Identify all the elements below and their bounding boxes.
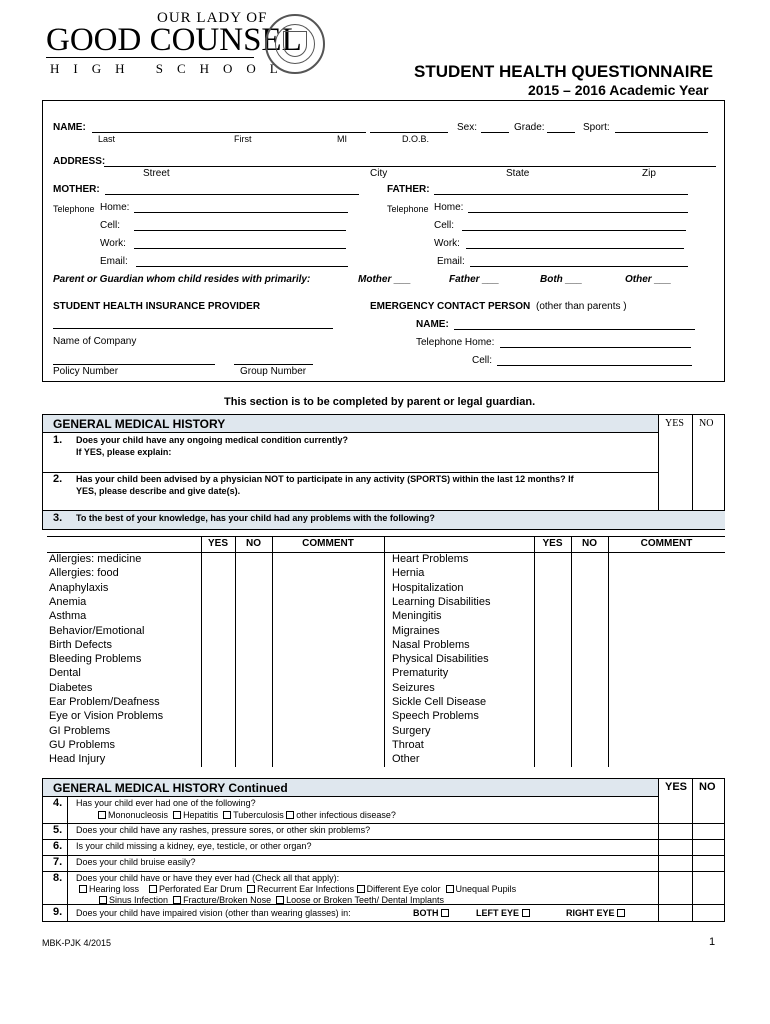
father-telephone-label: Telephone <box>387 204 429 214</box>
condition-answer-cell[interactable] <box>201 566 235 580</box>
gmh-yes-header: YES <box>665 418 684 429</box>
q9-text: Does your child have impaired vision (other than wearing glasses) in: <box>76 908 351 918</box>
dob-field[interactable] <box>370 132 448 133</box>
pupils-checkbox[interactable] <box>446 885 454 893</box>
q8-options-b <box>99 895 444 905</box>
q9-num: 9. <box>53 906 63 918</box>
condition-left-5: Behavior/Emotional <box>49 624 145 637</box>
condition-answer-cell[interactable] <box>534 566 571 580</box>
emergency-note: (other than parents ) <box>536 301 627 312</box>
infectious-checkbox[interactable] <box>286 811 294 819</box>
grid-column-line <box>571 536 572 767</box>
logo-line2: GOOD COUNSEL <box>46 22 302 58</box>
condition-answer-cell[interactable] <box>571 624 608 638</box>
ec-cell-label: Cell: <box>472 355 493 366</box>
condition-answer-cell[interactable] <box>571 609 608 623</box>
grid-comment-header-left: COMMENT <box>302 538 354 549</box>
nose-label: Fracture/Broken Nose <box>183 895 272 905</box>
father-cell-label: Cell: <box>434 220 455 231</box>
teeth-label: Loose or Broken Teeth/ Dental Implants <box>286 895 445 905</box>
grid-header-line <box>47 552 725 553</box>
page-subtitle: 2015 – 2016 Academic Year <box>528 82 709 98</box>
school-seal-icon <box>265 14 325 74</box>
page-title: STUDENT HEALTH QUESTIONNAIRE <box>414 62 714 81</box>
q2-text: Has your child been advised by a physician NOT to participate in any activity (SPORTS) within the last 12 months? If <box>76 474 574 484</box>
condition-answer-cell[interactable] <box>235 681 272 695</box>
q4-options <box>98 810 396 820</box>
last-label: Last <box>98 134 116 144</box>
condition-answer-cell[interactable] <box>534 624 571 638</box>
condition-answer-cell[interactable] <box>534 609 571 623</box>
condition-answer-cell[interactable] <box>571 652 608 666</box>
hearing-label: Hearing loss <box>89 884 140 894</box>
teeth-checkbox[interactable] <box>276 896 284 904</box>
condition-left-9: Diabetes <box>49 681 93 694</box>
father-email-field[interactable] <box>470 266 688 267</box>
student-info-box <box>42 100 725 382</box>
group-label: Group Number <box>240 366 307 377</box>
tb-checkbox[interactable] <box>223 811 231 819</box>
condition-answer-cell[interactable] <box>534 738 571 752</box>
condition-answer-cell[interactable] <box>608 624 725 638</box>
grid-column-line <box>608 536 609 767</box>
emergency-label: EMERGENCY CONTACT PERSON <box>370 301 531 312</box>
sex-label: Sex: <box>457 122 478 133</box>
q8-options-a <box>79 884 516 894</box>
condition-answer-cell[interactable] <box>235 666 272 680</box>
mother-work-label: Work: <box>100 238 126 249</box>
q9-both[interactable] <box>413 908 451 918</box>
q7-text: Does your child bruise easily? <box>76 857 196 867</box>
general-medical-history <box>42 414 725 530</box>
right-eye-label: RIGHT EYE <box>566 908 615 918</box>
sport-label: Sport: <box>583 122 610 133</box>
condition-answer-cell[interactable] <box>534 652 571 666</box>
father-email-label: Email: <box>437 256 465 267</box>
q4-num: 4. <box>53 797 63 809</box>
q8-num: 8. <box>53 872 63 884</box>
pupils-label: Unequal Pupils <box>455 884 517 894</box>
q9-left-eye[interactable] <box>476 908 532 918</box>
left-eye-label: LEFT EYE <box>476 908 520 918</box>
mother-email-field[interactable] <box>136 266 348 267</box>
father-cell-field[interactable] <box>462 230 686 231</box>
condition-answer-cell[interactable] <box>201 624 235 638</box>
condition-answer-cell[interactable] <box>534 709 571 723</box>
q8-text: Does your child have or have they ever had (Check all that apply): <box>76 873 340 883</box>
parent-note: This section is to be completed by parent or legal guardian. <box>224 396 536 408</box>
condition-right-4: Meningitis <box>392 610 442 623</box>
gmh2-no-header: NO <box>699 781 716 793</box>
condition-left-6: Birth Defects <box>49 638 112 651</box>
q9-right-eye[interactable] <box>566 908 627 918</box>
mother-label: MOTHER: <box>53 184 100 195</box>
q7-num: 7. <box>53 856 63 868</box>
q4-text: Has your child ever had one of the following? <box>76 798 256 808</box>
guardian-mother-option[interactable]: Mother ___ <box>358 274 411 285</box>
policy-field[interactable] <box>53 364 215 365</box>
condition-answer-cell[interactable] <box>201 724 235 738</box>
guardian-label: Parent or Guardian whom child resides with primarily: <box>53 274 311 285</box>
condition-right-9: Seizures <box>392 681 435 694</box>
father-work-label: Work: <box>434 238 460 249</box>
condition-right-3: Learning Disabilities <box>392 595 491 608</box>
condition-answer-cell[interactable] <box>571 695 608 709</box>
condition-answer-cell[interactable] <box>534 695 571 709</box>
left-eye-checkbox[interactable] <box>522 909 530 917</box>
condition-answer-cell[interactable] <box>571 724 608 738</box>
zip-label: Zip <box>642 168 656 179</box>
eardrum-label: Perforated Ear Drum <box>159 884 243 894</box>
name-field[interactable] <box>92 132 366 133</box>
gmh2-heading: GENERAL MEDICAL HISTORY Continued <box>53 781 288 795</box>
condition-answer-cell[interactable] <box>571 552 608 566</box>
guardian-both-option[interactable]: Both ___ <box>540 274 583 285</box>
condition-answer-cell[interactable] <box>235 595 272 609</box>
grid-column-line <box>272 536 273 767</box>
first-label: First <box>234 134 252 144</box>
page-number: 1 <box>709 936 716 948</box>
grid-top-line <box>47 536 725 537</box>
q5-num: 5. <box>53 824 63 836</box>
condition-left-14: Head Injury <box>49 753 106 766</box>
mother-field[interactable] <box>105 194 359 195</box>
ec-cell-field[interactable] <box>497 365 692 366</box>
condition-answer-cell[interactable] <box>534 638 571 652</box>
state-label: State <box>506 168 530 179</box>
hepatitis-label: Hepatitis <box>183 810 219 820</box>
condition-answer-cell[interactable] <box>235 566 272 580</box>
sport-field[interactable] <box>615 132 708 133</box>
condition-answer-cell[interactable] <box>272 638 384 652</box>
condition-left-0: Allergies: medicine <box>49 553 142 565</box>
condition-left-8: Dental <box>49 667 81 680</box>
condition-answer-cell[interactable] <box>534 752 571 766</box>
condition-answer-cell[interactable] <box>272 724 384 738</box>
father-work-field[interactable] <box>466 248 684 249</box>
condition-answer-cell[interactable] <box>201 552 235 566</box>
condition-answer-cell[interactable] <box>235 724 272 738</box>
condition-left-4: Asthma <box>49 610 87 623</box>
mother-email-label: Email: <box>100 256 128 267</box>
policy-label: Policy Number <box>53 366 119 377</box>
condition-answer-cell[interactable] <box>201 681 235 695</box>
condition-answer-cell[interactable] <box>272 681 384 695</box>
mother-cell-field[interactable] <box>134 230 346 231</box>
condition-right-0: Heart Problems <box>392 553 469 565</box>
condition-answer-cell[interactable] <box>235 624 272 638</box>
condition-right-1: Hernia <box>392 567 425 580</box>
condition-answer-cell[interactable] <box>272 752 384 766</box>
condition-right-13: Throat <box>392 738 424 751</box>
condition-answer-cell[interactable] <box>608 724 725 738</box>
condition-answer-cell[interactable] <box>608 581 725 595</box>
grid-column-line <box>235 536 236 767</box>
condition-answer-cell[interactable] <box>608 595 725 609</box>
condition-answer-cell[interactable] <box>235 752 272 766</box>
grid-no-header-left: NO <box>246 538 261 549</box>
q1-num: 1. <box>53 434 63 446</box>
condition-left-12: GI Problems <box>49 724 111 737</box>
grid-comment-header-right: COMMENT <box>640 538 693 549</box>
grid-no-header-right: NO <box>582 538 597 549</box>
condition-answer-cell[interactable] <box>235 581 272 595</box>
ec-home-field[interactable] <box>500 347 691 348</box>
condition-answer-cell[interactable] <box>608 566 725 580</box>
grid-column-line <box>201 536 202 767</box>
condition-answer-cell[interactable] <box>534 552 571 566</box>
eye-color-label: Different Eye color <box>366 884 441 894</box>
condition-answer-cell[interactable] <box>608 609 725 623</box>
ec-home-label: Telephone Home: <box>416 337 495 348</box>
condition-answer-cell[interactable] <box>608 695 725 709</box>
condition-answer-cell[interactable] <box>571 666 608 680</box>
footer-code: MBK-PJK 4/2015 <box>42 938 112 948</box>
q6-num: 6. <box>53 840 63 852</box>
both-label: BOTH <box>413 908 439 918</box>
gmh2-yes-header: YES <box>665 781 688 793</box>
mother-home-label: Home: <box>100 202 130 213</box>
company-label: Name of Company <box>53 336 137 347</box>
condition-answer-cell[interactable] <box>201 709 235 723</box>
street-label: Street <box>143 168 170 179</box>
condition-right-12: Surgery <box>392 724 431 737</box>
condition-answer-cell[interactable] <box>235 652 272 666</box>
condition-answer-cell[interactable] <box>272 624 384 638</box>
guardian-other-option[interactable]: Other ___ <box>625 274 672 285</box>
condition-answer-cell[interactable] <box>201 695 235 709</box>
general-medical-history-continued <box>42 778 725 922</box>
q3-text: To the best of your knowledge, has your child had any problems with the following? <box>76 513 435 523</box>
mother-telephone-label: Telephone <box>53 204 95 214</box>
guardian-father-option[interactable]: Father ___ <box>449 274 500 285</box>
condition-answer-cell[interactable] <box>272 652 384 666</box>
condition-answer-cell[interactable] <box>272 666 384 680</box>
condition-left-10: Ear Problem/Deafness <box>49 696 160 708</box>
condition-answer-cell[interactable] <box>272 609 384 623</box>
grid-yes-header-right: YES <box>542 538 563 549</box>
condition-answer-cell[interactable] <box>235 609 272 623</box>
condition-right-6: Nasal Problems <box>392 638 470 651</box>
condition-answer-cell[interactable] <box>201 666 235 680</box>
infectious-label: other infectious disease? <box>296 810 396 820</box>
q1-text: Does your child have any ongoing medical condition currently? <box>76 435 349 445</box>
condition-answer-cell[interactable] <box>201 652 235 666</box>
dob-label: D.O.B. <box>402 134 430 144</box>
father-home-label: Home: <box>434 202 464 213</box>
condition-answer-cell[interactable] <box>608 752 725 766</box>
mono-label: Mononucleosis <box>108 810 169 820</box>
condition-answer-cell[interactable] <box>608 666 725 680</box>
condition-answer-cell[interactable] <box>571 752 608 766</box>
condition-answer-cell[interactable] <box>571 681 608 695</box>
condition-answer-cell[interactable] <box>201 609 235 623</box>
condition-answer-cell[interactable] <box>534 681 571 695</box>
condition-answer-cell[interactable] <box>201 752 235 766</box>
gmh-no-header: NO <box>699 418 714 429</box>
condition-answer-cell[interactable] <box>272 709 384 723</box>
condition-right-7: Physical Disabilities <box>392 653 489 666</box>
sinus-checkbox[interactable] <box>99 896 107 904</box>
condition-answer-cell[interactable] <box>608 738 725 752</box>
city-label: City <box>370 168 388 179</box>
condition-answer-cell[interactable] <box>608 638 725 652</box>
hearing-checkbox[interactable] <box>79 885 87 893</box>
nose-checkbox[interactable] <box>173 896 181 904</box>
mi-label: MI <box>337 134 347 144</box>
address-field[interactable] <box>104 166 716 167</box>
condition-answer-cell[interactable] <box>534 581 571 595</box>
condition-answer-cell[interactable] <box>272 581 384 595</box>
hepatitis-checkbox[interactable] <box>173 811 181 819</box>
condition-right-5: Migraines <box>392 624 440 637</box>
mono-checkbox[interactable] <box>98 811 106 819</box>
q1-explain: If YES, please explain: <box>76 447 172 457</box>
insurance-label: STUDENT HEALTH INSURANCE PROVIDER <box>53 301 261 312</box>
condition-left-7: Bleeding Problems <box>49 653 142 666</box>
sex-field[interactable] <box>481 132 509 133</box>
condition-answer-cell[interactable] <box>235 638 272 652</box>
ec-name-field[interactable] <box>454 329 695 330</box>
condition-answer-cell[interactable] <box>272 738 384 752</box>
condition-answer-cell[interactable] <box>608 552 725 566</box>
mother-cell-label: Cell: <box>100 220 121 231</box>
grid-column-line <box>534 536 535 767</box>
condition-answer-cell[interactable] <box>534 666 571 680</box>
condition-answer-cell[interactable] <box>571 566 608 580</box>
condition-answer-cell[interactable] <box>571 738 608 752</box>
condition-answer-cell[interactable] <box>201 738 235 752</box>
condition-answer-cell[interactable] <box>272 695 384 709</box>
logo-line1: OUR LADY OF <box>157 10 268 26</box>
condition-answer-cell[interactable] <box>608 709 725 723</box>
condition-answer-cell[interactable] <box>201 595 235 609</box>
condition-answer-cell[interactable] <box>608 681 725 695</box>
condition-right-14: Other <box>392 753 420 766</box>
grade-label: Grade: <box>514 122 545 133</box>
q2-num: 2. <box>53 473 63 485</box>
q6-text: Is your child missing a kidney, eye, testicle, or other organ? <box>76 841 312 851</box>
condition-left-2: Anaphylaxis <box>49 581 109 594</box>
group-field[interactable] <box>234 364 313 365</box>
sinus-label: Sinus Infection <box>109 895 169 905</box>
condition-answer-cell[interactable] <box>571 638 608 652</box>
logo-line3: HIGH SCHOOL <box>50 61 292 76</box>
condition-answer-cell[interactable] <box>272 595 384 609</box>
eye-color-checkbox[interactable] <box>357 885 365 893</box>
tb-label: Tuberculosis <box>233 810 284 820</box>
condition-right-11: Speech Problems <box>392 710 479 723</box>
address-label: ADDRESS: <box>53 156 106 167</box>
condition-answer-cell[interactable] <box>571 581 608 595</box>
condition-answer-cell[interactable] <box>235 738 272 752</box>
condition-answer-cell[interactable] <box>235 709 272 723</box>
condition-answer-cell[interactable] <box>272 566 384 580</box>
condition-left-1: Allergies: food <box>49 567 119 580</box>
condition-answer-cell[interactable] <box>235 695 272 709</box>
father-field[interactable] <box>434 194 688 195</box>
mother-work-field[interactable] <box>134 248 346 249</box>
both-checkbox[interactable] <box>441 909 449 917</box>
condition-answer-cell[interactable] <box>201 638 235 652</box>
condition-answer-cell[interactable] <box>235 552 272 566</box>
grid-yes-header-left: YES <box>207 538 228 549</box>
gmh-heading: GENERAL MEDICAL HISTORY <box>53 417 226 431</box>
condition-answer-cell[interactable] <box>534 724 571 738</box>
condition-right-10: Sickle Cell Disease <box>392 696 487 708</box>
condition-right-2: Hospitalization <box>392 581 464 594</box>
q2-describe: YES, please describe and give date(s). <box>76 486 241 496</box>
condition-answer-cell[interactable] <box>272 552 384 566</box>
condition-left-13: GU Problems <box>49 738 116 751</box>
eardrum-checkbox[interactable] <box>149 885 157 893</box>
grid-column-line <box>384 536 385 767</box>
condition-answer-cell[interactable] <box>201 581 235 595</box>
right-eye-checkbox[interactable] <box>617 909 625 917</box>
q3-num: 3. <box>53 512 63 524</box>
q5-text: Does your child have any rashes, pressure sores, or other skin problems? <box>76 825 371 835</box>
ear-infections-label: Recurrent Ear Infections <box>257 884 355 894</box>
insurance-field[interactable] <box>53 328 333 329</box>
father-label: FATHER: <box>387 184 430 195</box>
mother-home-field[interactable] <box>134 212 348 213</box>
condition-left-3: Anemia <box>49 595 87 608</box>
condition-answer-cell[interactable] <box>571 709 608 723</box>
condition-left-11: Eye or Vision Problems <box>49 710 164 723</box>
condition-answer-cell[interactable] <box>571 595 608 609</box>
conditions-table <box>47 536 725 767</box>
father-home-field[interactable] <box>468 212 688 213</box>
name-label: NAME: <box>53 122 86 133</box>
condition-answer-cell[interactable] <box>608 652 725 666</box>
grade-field[interactable] <box>547 132 575 133</box>
ear-infections-checkbox[interactable] <box>247 885 255 893</box>
ec-name-label: NAME: <box>416 319 449 330</box>
condition-answer-cell[interactable] <box>534 595 571 609</box>
condition-right-8: Prematurity <box>392 667 449 680</box>
